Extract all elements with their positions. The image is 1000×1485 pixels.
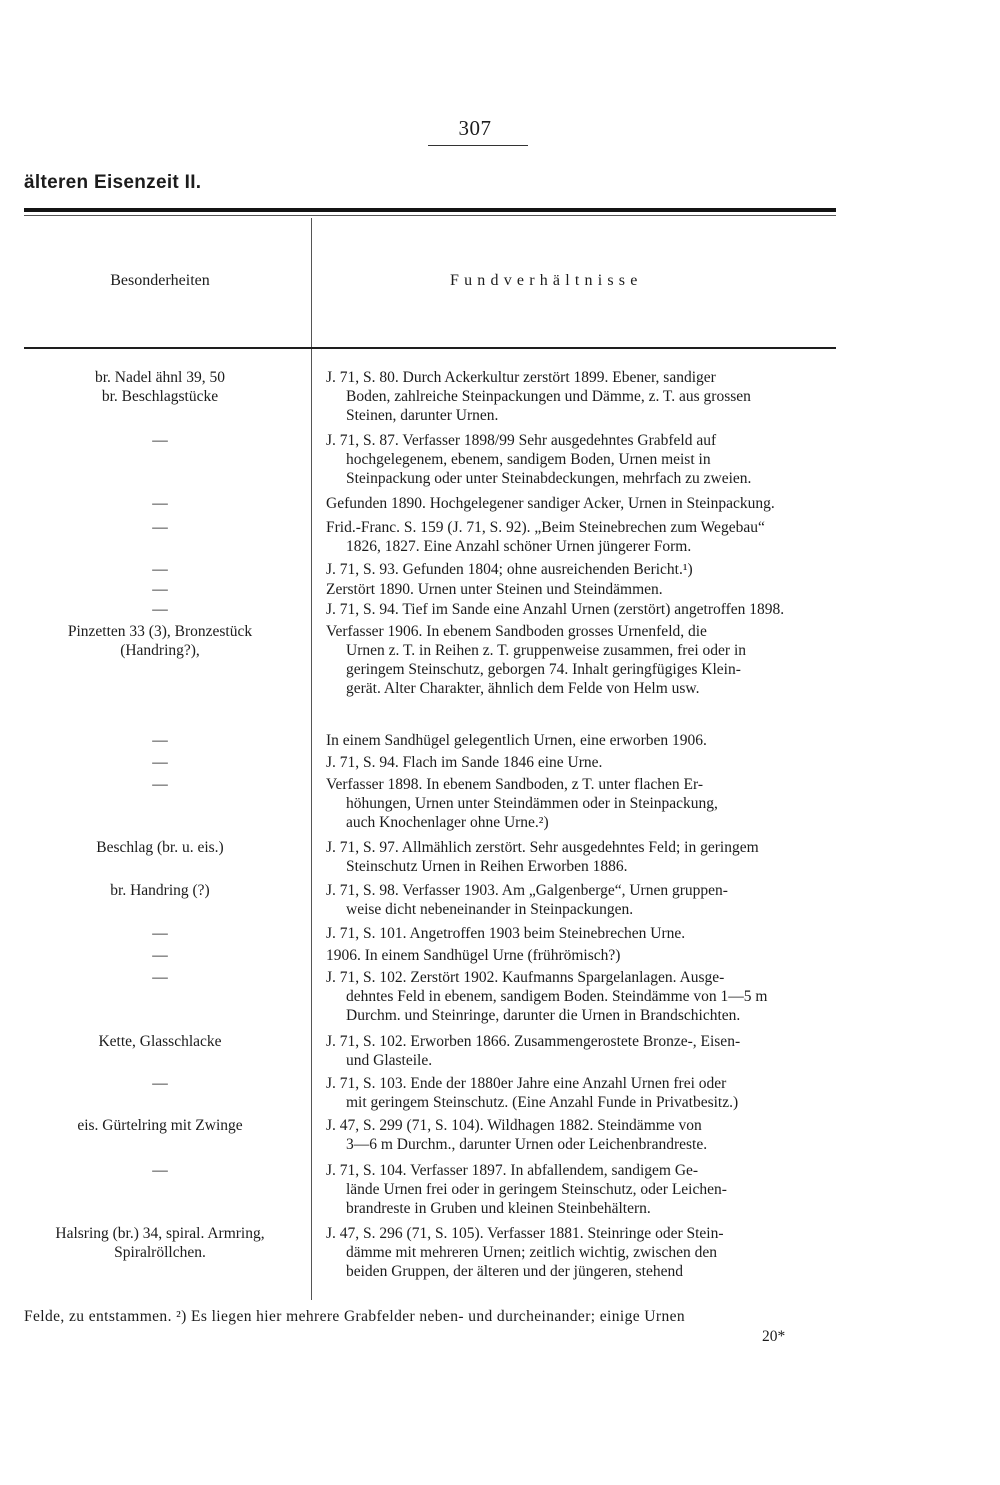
- fundverhaeltnisse-cell: [326, 518, 837, 556]
- fundverhaeltnisse-cell: [326, 580, 837, 599]
- column-header-fundverhaeltnisse: Fundverhältnisse: [450, 272, 643, 289]
- besonderheiten-line: —: [152, 732, 168, 749]
- besonderheiten-cell: [30, 622, 290, 660]
- besonderheiten-line: —: [152, 581, 168, 598]
- fund-line: Verfasser 1906. In ebenem Sandboden grosses Urnenfeld, die: [326, 623, 707, 640]
- besonderheiten-line: (Handring?),: [120, 642, 200, 659]
- besonderheiten-line: br. Nadel ähnl 39, 50: [94, 369, 225, 386]
- besonderheiten-line: —: [152, 495, 168, 512]
- besonderheiten-line: eis. Gürtelring mit Zwinge: [77, 1117, 243, 1134]
- besonderheiten-line: —: [152, 947, 168, 964]
- footnote: Felde, zu entstammen. ²) Es liegen hier mehrere Grabfelder neben- und durcheinander; einige Urnen: [24, 1308, 686, 1325]
- fund-line: auch Knochenlager ohne Urne.²): [346, 814, 549, 831]
- besonderheiten-cell: [30, 368, 290, 406]
- besonderheiten-line: —: [152, 776, 168, 793]
- fund-line: 1826, 1827. Eine Anzahl schöner Urnen jüngerer Form.: [346, 538, 692, 555]
- fund-line: Zerstört 1890. Urnen unter Steinen und Steindämmen.: [326, 581, 663, 598]
- fund-line: Verfasser 1898. In ebenem Sandboden, z T. unter flachen Er-: [326, 776, 704, 793]
- besonderheiten-line: —: [152, 969, 168, 986]
- besonderheiten-line: br. Beschlagstücke: [101, 388, 219, 405]
- besonderheiten-line: —: [152, 432, 168, 449]
- fundverhaeltnisse-cell: [326, 1161, 837, 1218]
- fund-line: brandreste in Gruben und kleinen Steinbehältern.: [346, 1200, 651, 1217]
- besonderheiten-line: —: [152, 519, 168, 536]
- fundverhaeltnisse-cell: [326, 838, 837, 876]
- fund-line: Boden, zahlreiche Steinpackungen und Dämme, z. T. aus grossen: [346, 388, 751, 405]
- besonderheiten-line: Pinzetten 33 (3), Bronzestück: [67, 623, 253, 640]
- page-number: 307: [458, 116, 492, 140]
- besonderheiten-cell: [30, 1074, 290, 1093]
- besonderheiten-cell: [30, 838, 290, 857]
- besonderheiten-line: —: [152, 601, 168, 618]
- fund-line: Durchm. und Steinringe, darunter die Urnen in Brandschichten.: [346, 1007, 741, 1024]
- besonderheiten-cell: [30, 1032, 290, 1051]
- besonderheiten-cell: [30, 1161, 290, 1180]
- fund-line: J. 71, S. 102. Zerstört 1902. Kaufmanns Spargelanlagen. Ausge-: [326, 969, 725, 986]
- fund-line: Frid.-Franc. S. 159 (J. 71, S. 92). „Beim Steinebrechen zum Wegebau“: [326, 519, 765, 536]
- besonderheiten-line: —: [152, 1162, 168, 1179]
- fund-line: J. 71, S. 97. Allmählich zerstört. Sehr ausgedehntes Feld; in geringem: [326, 839, 759, 856]
- besonderheiten-cell: [30, 600, 290, 619]
- besonderheiten-line: Halsring (br.) 34, spiral. Armring,: [55, 1225, 265, 1242]
- fund-line: Steinpackung oder unter Steinabdeckungen, mehrfach zu zweien.: [346, 470, 752, 487]
- fundverhaeltnisse-cell: [326, 494, 837, 513]
- besonderheiten-cell: [30, 946, 290, 965]
- fund-line: mit geringem Steinschutz. (Eine Anzahl Funde in Privatbesitz.): [346, 1094, 739, 1111]
- fundverhaeltnisse-cell: [326, 1224, 837, 1281]
- fund-line: J. 47, S. 296 (71, S. 105). Verfasser 1881. Steinringe oder Stein-: [326, 1225, 724, 1242]
- fundverhaeltnisse-cell: [326, 1116, 837, 1154]
- fundverhaeltnisse-cell: [326, 1074, 837, 1112]
- fundverhaeltnisse-cell: [326, 1032, 837, 1070]
- column-header-besonderheiten: Besonderheiten: [110, 272, 210, 289]
- fund-line: beiden Gruppen, der älteren und der jüngeren, stehend: [346, 1263, 683, 1280]
- fund-line: lände Urnen frei oder in geringem Steinschutz, oder Leichen-: [346, 1181, 727, 1198]
- fund-line: 3—6 m Durchm., darunter Urnen oder Leichenbrandreste.: [346, 1136, 708, 1153]
- fund-line: Steinschutz Urnen in Reihen Erworben 1886.: [346, 858, 628, 875]
- besonderheiten-cell: [30, 924, 290, 943]
- fund-line: J. 71, S. 103. Ende der 1880er Jahre eine Anzahl Urnen frei oder: [326, 1075, 727, 1092]
- besonderheiten-line: Spiralröllchen.: [114, 1244, 206, 1261]
- fundverhaeltnisse-cell: [326, 775, 837, 832]
- besonderheiten-cell: [30, 1224, 290, 1262]
- fund-line: J. 71, S. 94. Flach im Sande 1846 eine Urne.: [326, 754, 603, 771]
- besonderheiten-cell: [30, 968, 290, 987]
- fund-line: geringem Steinschutz, geborgen 74. Inhalt geringfügiges Klein-: [346, 661, 741, 678]
- fundverhaeltnisse-cell: [326, 881, 837, 919]
- fundverhaeltnisse-cell: [326, 946, 837, 965]
- fund-line: Urnen z. T. in Reihen z. T. gruppenweise zusammen, frei oder in: [346, 642, 747, 659]
- fund-line: J. 71, S. 101. Angetroffen 1903 beim Steinebrechen Urne.: [326, 925, 686, 942]
- fund-line: J. 71, S. 104. Verfasser 1897. In abfallendem, sandigem Ge-: [326, 1162, 699, 1179]
- fund-line: J. 71, S. 93. Gefunden 1804; ohne ausreichenden Bericht.¹): [326, 561, 693, 578]
- fundverhaeltnisse-cell: [326, 622, 837, 698]
- fund-line: weise dicht nebeneinander in Steinpackungen.: [346, 901, 634, 918]
- fundverhaeltnisse-cell: [326, 368, 837, 425]
- fund-line: J. 71, S. 94. Tief im Sande eine Anzahl Urnen (zerstört) angetroffen 1898.: [326, 601, 785, 618]
- besonderheiten-line: Beschlag (br. u. eis.): [96, 839, 224, 856]
- besonderheiten-line: —: [152, 754, 168, 771]
- fund-line: J. 71, S. 87. Verfasser 1898/99 Sehr ausgedehntes Grabfeld auf: [326, 432, 717, 449]
- besonderheiten-cell: [30, 431, 290, 450]
- besonderheiten-cell: [30, 494, 290, 513]
- fundverhaeltnisse-cell: [326, 600, 837, 619]
- besonderheiten-cell: [30, 580, 290, 599]
- signature-mark: 20*: [762, 1328, 786, 1345]
- fund-line: Gefunden 1890. Hochgelegener sandiger Acker, Urnen in Steinpackung.: [326, 495, 775, 512]
- fund-line: höhungen, Urnen unter Steindämmen oder in Steinpackung,: [346, 795, 718, 812]
- besonderheiten-cell: [30, 731, 290, 750]
- fund-line: dehntes Feld in ebenem, sandigem Boden. Steindämme von 1—5 m: [346, 988, 768, 1005]
- fundverhaeltnisse-cell: [326, 753, 837, 772]
- besonderheiten-cell: [30, 518, 290, 537]
- fundverhaeltnisse-cell: [326, 968, 837, 1025]
- fund-line: J. 71, S. 80. Durch Ackerkultur zerstört 1899. Ebener, sandiger: [326, 369, 716, 386]
- fundverhaeltnisse-cell: [326, 731, 837, 750]
- fund-line: 1906. In einem Sandhügel Urne (frührömisch?): [326, 947, 621, 964]
- fund-line: Steinen, darunter Urnen.: [346, 407, 499, 424]
- besonderheiten-cell: [30, 775, 290, 794]
- besonderheiten-cell: [30, 1116, 290, 1135]
- fund-line: J. 47, S. 299 (71, S. 104). Wildhagen 1882. Steindämme von: [326, 1117, 702, 1134]
- fund-line: hochgelegenem, ebenem, sandigem Boden, Urnen meist in: [346, 451, 711, 468]
- fund-line: J. 71, S. 102. Erworben 1866. Zusammengerostete Bronze-, Eisen-: [326, 1033, 741, 1050]
- besonderheiten-line: br. Handring (?): [110, 882, 210, 899]
- besonderheiten-line: —: [152, 561, 168, 578]
- besonderheiten-cell: [30, 560, 290, 579]
- besonderheiten-line: —: [152, 1075, 168, 1092]
- besonderheiten-cell: [30, 753, 290, 772]
- fundverhaeltnisse-cell: [326, 560, 837, 579]
- fund-line: dämme mit mehreren Urnen; zeitlich wichtig, zwischen den: [346, 1244, 718, 1261]
- fundverhaeltnisse-cell: [326, 431, 837, 488]
- fund-line: In einem Sandhügel gelegentlich Urnen, eine erworben 1906.: [326, 732, 707, 749]
- besonderheiten-line: Kette, Glasschlacke: [98, 1033, 222, 1050]
- fundverhaeltnisse-cell: [326, 924, 837, 943]
- fund-line: und Glasteile.: [346, 1052, 433, 1069]
- fund-line: J. 71, S. 98. Verfasser 1903. Am „Galgenberge“, Urnen gruppen-: [326, 882, 728, 899]
- fund-line: gerät. Alter Charakter, ähnlich dem Felde von Helm usw.: [346, 680, 700, 697]
- running-title: älteren Eisenzeit II.: [24, 172, 202, 193]
- besonderheiten-line: —: [152, 925, 168, 942]
- besonderheiten-cell: [30, 881, 290, 900]
